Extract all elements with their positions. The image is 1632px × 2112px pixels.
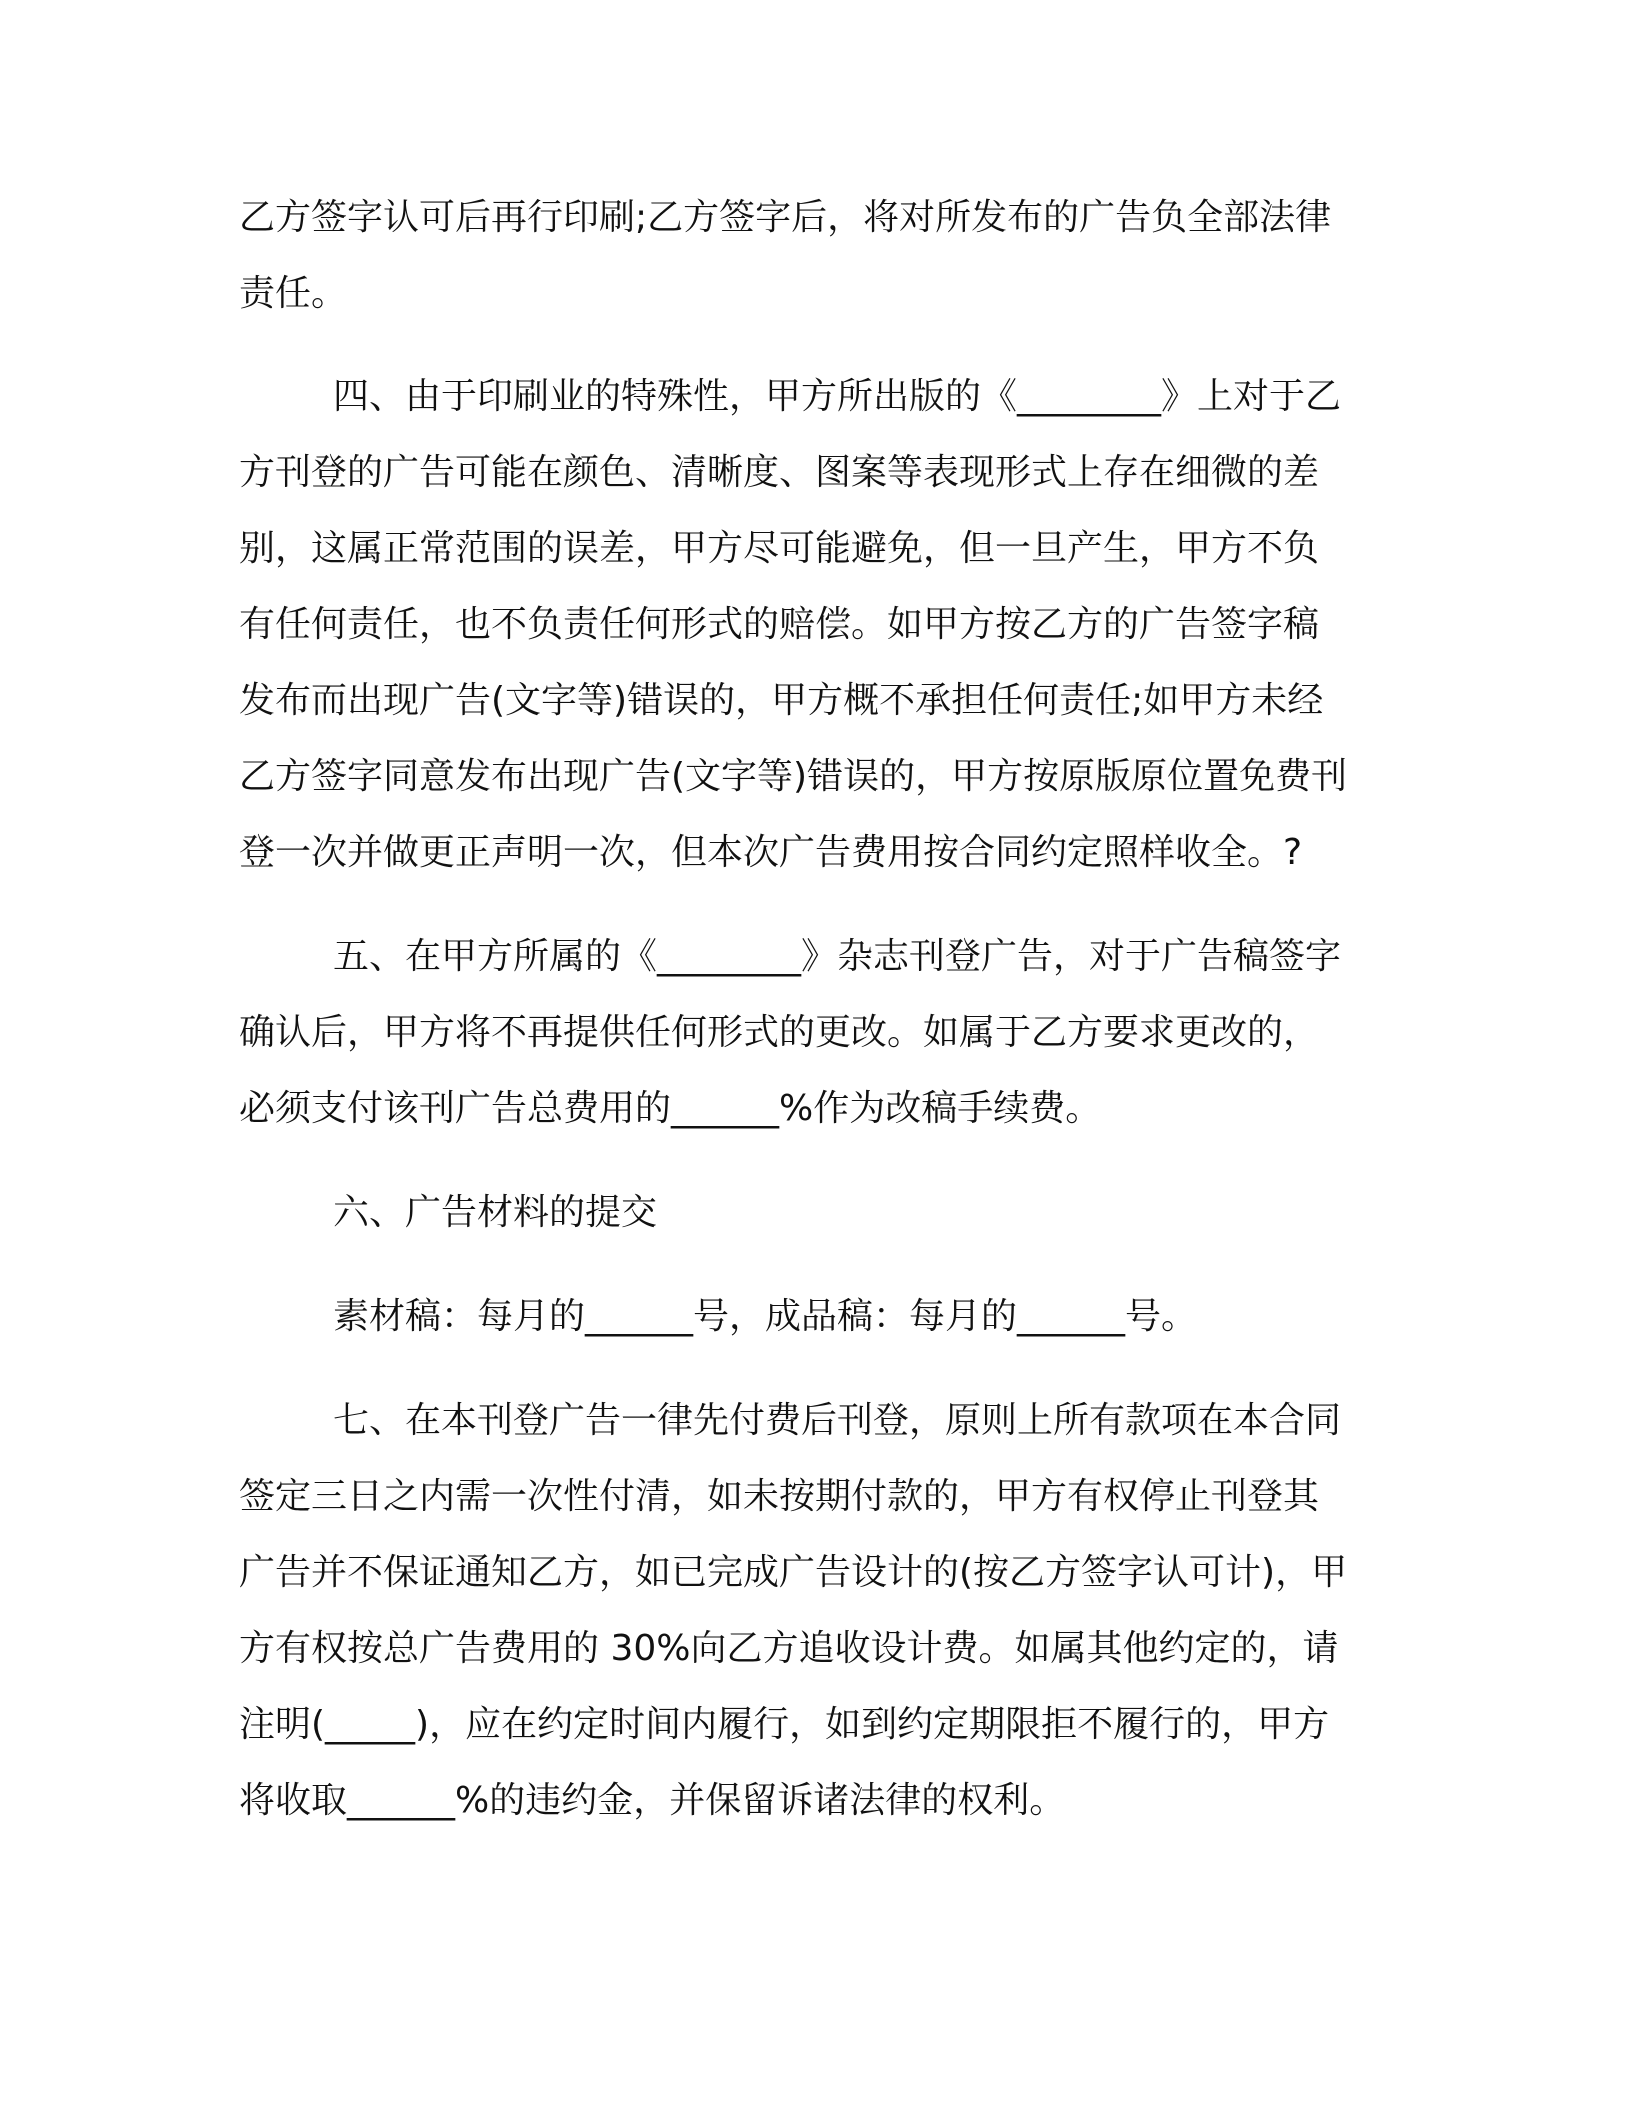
body-text-line: 广告并不保证通知乙方，如已完成广告设计的(按乙方签字认可计)，甲 — [239, 1552, 1348, 1593]
clause-6-heading: 六、广告材料的提交 — [333, 1192, 658, 1233]
body-text-line: 别，这属正常范围的误差，甲方尽可能避免，但一旦产生，甲方不负 — [239, 528, 1320, 569]
body-text-line: 登一次并做更正声明一次，但本次广告费用按合同约定照样收全。? — [239, 832, 1303, 873]
body-text-line: 乙方签字认可后再行印刷;乙方签字后，将对所发布的广告负全部法律 — [239, 197, 1332, 238]
body-text-line: 有任何责任，也不负责任何形式的赔偿。如甲方按乙方的广告签字稿 — [239, 604, 1320, 645]
body-text-line: 方有权按总广告费用的 30%向乙方追收设计费。如属其他约定的，请 — [239, 1628, 1339, 1669]
body-text-line: 发布而出现广告(文字等)错误的，甲方概不承担任何责任;如甲方未经 — [239, 680, 1324, 721]
body-text-line: 注明(_____)，应在约定时间内履行，如到约定期限拒不履行的，甲方 — [239, 1704, 1330, 1745]
body-text-line: 签定三日之内需一次性付清，如未按期付款的，甲方有权停止刊登其 — [239, 1476, 1320, 1517]
body-text-line: 必须支付该刊广告总费用的______%作为改稿手续费。 — [239, 1088, 1102, 1129]
body-text-line: 方刊登的广告可能在颜色、清晰度、图案等表现形式上存在细微的差 — [239, 452, 1320, 493]
body-text-line: 责任。 — [239, 273, 348, 314]
clause-4-heading-line: 四、由于印刷业的特殊性，甲方所出版的《________》上对于乙 — [333, 376, 1342, 417]
submission-schedule-line: 素材稿：每月的______号，成品稿：每月的______号。 — [333, 1296, 1198, 1337]
body-text-line: 将收取______%的违约金，并保留诉诸法律的权利。 — [239, 1780, 1066, 1821]
body-text-line: 确认后，甲方将不再提供任何形式的更改。如属于乙方要求更改的， — [239, 1012, 1320, 1053]
body-text-line: 乙方签字同意发布出现广告(文字等)错误的，甲方按原版原位置免费刊 — [239, 756, 1348, 797]
clause-5-heading-line: 五、在甲方所属的《________》杂志刊登广告，对于广告稿签字 — [333, 936, 1342, 977]
clause-7-heading-line: 七、在本刊登广告一律先付费后刊登，原则上所有款项在本合同 — [333, 1400, 1342, 1441]
